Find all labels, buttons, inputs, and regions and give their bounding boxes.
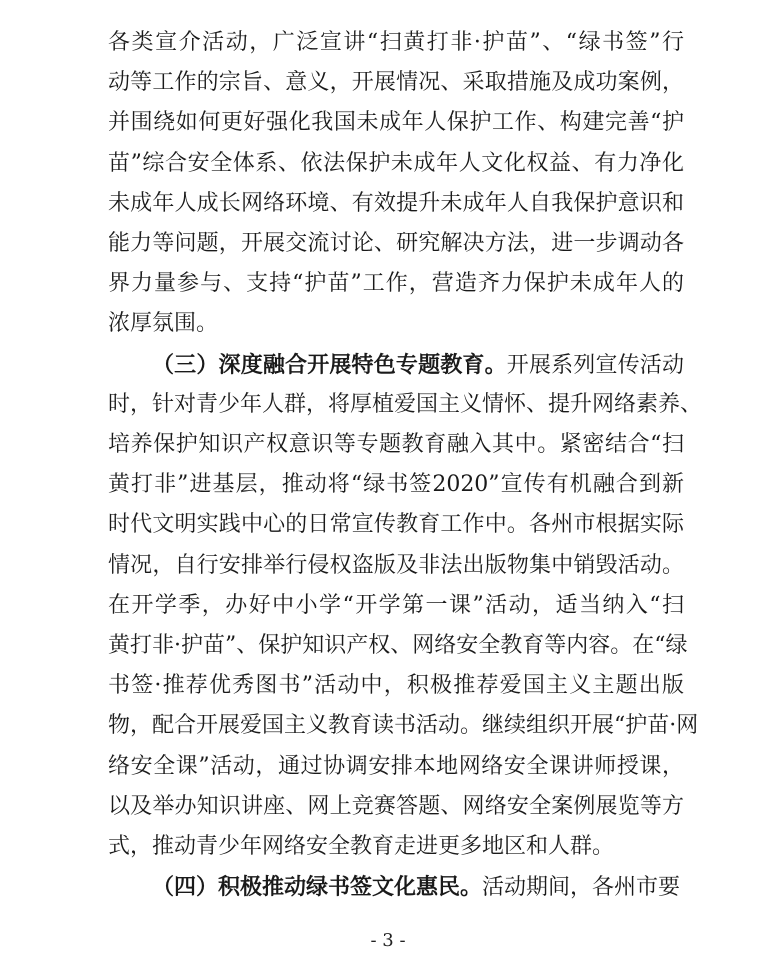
paragraph-line: 物，配合开展爱国主义教育读书活动。继续组织开展“护苗·网 bbox=[108, 713, 699, 739]
section-3-first-line bbox=[152, 350, 684, 380]
paragraph-line: 能力等问题，开展交流讨论、研究解决方法，进一步调动各 bbox=[108, 231, 684, 256]
section-3-heading: （三）深度融合开展特色专题教育。 bbox=[152, 351, 507, 378]
section-4-heading: （四）积极推动绿书签文化惠民。 bbox=[152, 874, 483, 901]
paragraph-line: 未成年人成长网络环境、有效提升未成年人自我保护意识和 bbox=[108, 190, 684, 216]
paragraph-line: 浓厚氛围。 bbox=[108, 311, 219, 337]
paragraph-line: 式，推动青少年网络安全教育走进更多地区和人群。 bbox=[108, 834, 615, 859]
paragraph-line: 培养保护知识产权意识等专题教育融入其中。紧密结合“扫 bbox=[108, 432, 684, 457]
paragraph-line: 黄打非·护苗”、保护知识产权、网络安全教育等内容。在“绿 bbox=[108, 633, 688, 658]
paragraph-line: 动等工作的宗旨、意义，开展情况、采取措施及成功案例， bbox=[108, 70, 684, 96]
paragraph-line: 并围绕如何更好强化我国未成年人保护工作、构建完善“护 bbox=[108, 110, 684, 136]
section-4-first-line bbox=[152, 872, 684, 902]
paragraph-line: 在开学季，办好中小学“开学第一课”活动，适当纳入“扫 bbox=[108, 592, 684, 618]
paragraph-line: 情况，自行安排举行侵权盗版及非法出版物集中销毁活动。 bbox=[108, 552, 684, 578]
paragraph-line: 络安全课”活动，通过协调安排本地网络安全课讲师授课， bbox=[108, 753, 684, 779]
paragraph-line: 苗”综合安全体系、依法保护未成年人文化权益、有力净化 bbox=[108, 150, 684, 176]
paragraph-line: 书签·推荐优秀图书”活动中，积极推荐爱国主义主题出版 bbox=[108, 673, 684, 699]
section-3-text: 开展系列宣传活动 bbox=[506, 352, 684, 378]
paragraph-line: 以及举办知识讲座、网上竞赛答题、网络安全案例展览等方 bbox=[108, 793, 684, 819]
section-4-text: 活动期间，各州市要 bbox=[482, 875, 681, 901]
paragraph-line: 各类宣介活动，广泛宣讲“扫黄打非·护苗”、“绿书签”行 bbox=[108, 30, 684, 55]
paragraph-line: 时，针对青少年人群，将厚植爱国主义情怀、提升网络素养、 bbox=[108, 391, 703, 417]
paragraph-line: 黄打非”进基层，推动将“绿书签2020”宣传有机融合到新 bbox=[108, 472, 684, 498]
page-number: - 3 - bbox=[370, 930, 406, 951]
paragraph-line: 时代文明实践中心的日常宣传教育工作中。各州市根据实际 bbox=[108, 512, 684, 538]
paragraph-line: 界力量参与、支持“护苗”工作，营造齐力保护未成年人的 bbox=[108, 271, 684, 297]
